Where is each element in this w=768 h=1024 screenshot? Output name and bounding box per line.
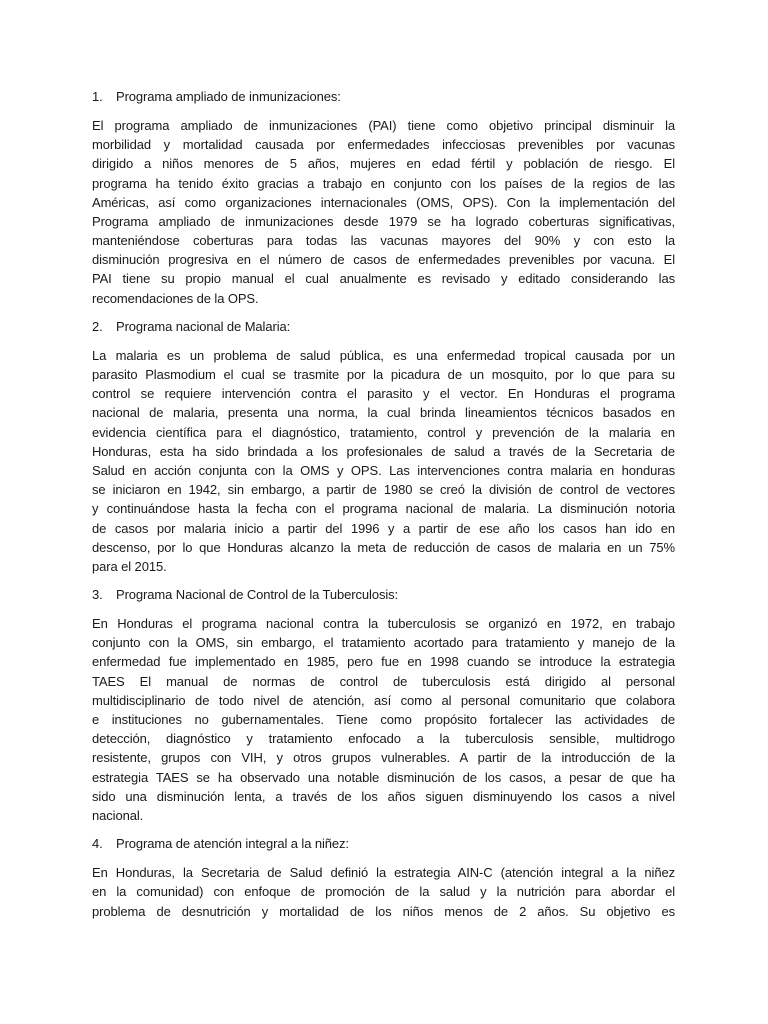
paragraph-line: sido una disminución lenta, a través de los años siguen disminuyendo los casos a nivel: [92, 788, 675, 804]
paragraph-line: Salud en acción conjunta con la OMS y OPS. Las intervenciones contra malaria en honduras: [92, 462, 675, 478]
paragraph-line: manteniéndose coberturas para todas las vacunas mayores del 90% y con esto la: [92, 233, 675, 249]
section-title: Programa Nacional de Control de la Tuberculosis:: [116, 587, 399, 603]
paragraph-line: e instituciones no gubernamentales. Tiene como propósito fortalecer las actividades de: [92, 712, 675, 728]
section: [92, 317, 675, 576]
document-page: [92, 87, 675, 930]
paragraph-line: TAES El manual de normas de control de tuberculosis está dirigido al personal: [92, 673, 675, 689]
section: [92, 87, 675, 308]
paragraph-line: descenso, por lo que Honduras alcanzo la meta de reducción de casos de malaria en un 75%: [92, 539, 675, 555]
section-title: Programa ampliado de inmunizaciones:: [116, 89, 341, 104]
paragraph-line: La malaria es un problema de salud pública, es una enfermedad tropical causada por un: [92, 347, 675, 363]
section-heading: [92, 585, 675, 604]
paragraph-line: evidencia científica para el diagnóstico, tratamiento, control y prevención de la malaria en: [92, 424, 675, 440]
paragraph-line: disminución progresiva en el número de casos de enfermedades prevenibles por vacuna. El: [92, 252, 675, 268]
paragraph-line: Programa ampliado de inmunizaciones desde 1979 se ha logrado coberturas significativas,: [92, 213, 675, 229]
paragraph-line: PAI tiene su propio manual el cual anualmente es revisado y editado considerando las: [92, 271, 675, 287]
paragraph-line: Honduras, esta ha sido brindada a los profesionales de salud a través de la Secretaria de: [92, 443, 675, 459]
section-heading: [92, 87, 675, 106]
paragraph-line: dirigido a niños menores de 5 años, mujeres en edad fértil y población de riesgo. El: [92, 156, 675, 172]
paragraph-line: problema de desnutrición y mortalidad de los niños menos de 2 años. Su objetivo es: [92, 903, 675, 919]
paragraph-line: parasito Plasmodium el cual se trasmite por la picadura de un mosquito, por lo que para su: [92, 367, 675, 383]
paragraph-line: en la comunidad) con enfoque de promoción de la salud y la nutrición para abordar el: [92, 884, 675, 900]
paragraph-line: de casos por malaria inicio a partir del 1996 y a partir de ese año los casos han ido en: [92, 520, 675, 536]
section: [92, 585, 675, 825]
section-paragraph: [92, 863, 675, 921]
section-paragraph: [92, 614, 675, 825]
paragraph-line: nacional.: [92, 807, 144, 823]
section-title: Programa nacional de Malaria:: [116, 318, 291, 334]
section-title: Programa de atención integral a la niñez:: [116, 836, 349, 852]
paragraph-line: y continuándose hasta la fecha con el programa nacional de malaria. La disminución notoria: [92, 501, 675, 517]
section-heading: [92, 834, 675, 853]
paragraph-line: programa ha tenido éxito gracias a trabajo en conjunto con los países de la regios de las: [92, 175, 675, 191]
section: [92, 834, 675, 921]
paragraph-line: Américas, así como organizaciones internacionales (OMS, OPS). Con la implementación del: [92, 194, 675, 210]
section-paragraph: [92, 346, 675, 576]
paragraph-line: conjunto con la OMS, sin embargo, el tratamiento acortado para tratamiento y manejo de la: [92, 635, 675, 651]
paragraph-line: El programa ampliado de inmunizaciones (PAI) tiene como objetivo principal disminuir la: [92, 117, 675, 133]
section-number: 2.: [92, 318, 103, 334]
section-heading: [92, 317, 675, 336]
paragraph-line: control se requiere intervención contra el parasito y el vector. En Honduras el programa: [92, 386, 675, 402]
paragraph-line: En Honduras, la Secretaria de Salud definió la estrategia AIN-C (atención integral a la niñez: [92, 865, 675, 881]
paragraph-line: enfermedad fue implementado en 1985, pero fue en 1998 cuando se introduce la estrategia: [92, 654, 675, 670]
paragraph-line: nacional de malaria, presenta una norma, la cual brinda lineamientos técnicos basados en: [92, 405, 675, 421]
paragraph-line: se iniciaron en 1942, sin embargo, a partir de 1980 se creó la división de control de vectores: [92, 482, 675, 498]
paragraph-line: En Honduras el programa nacional contra la tuberculosis se organizó en 1972, en trabajo: [92, 616, 675, 632]
section-number: 4.: [92, 836, 103, 852]
paragraph-line: morbilidad y mortalidad causada por enfermedades infecciosas prevenibles por vacunas: [92, 137, 675, 153]
section-number: 3.: [92, 587, 103, 603]
paragraph-line: estrategia TAES se ha observado una notable disminución de los casos, a pesar de que ha: [92, 769, 675, 785]
section-paragraph: [92, 116, 675, 308]
paragraph-line: detección, diagnóstico y tratamiento enfocado a la tuberculosis sensible, multidrogo: [92, 731, 675, 747]
paragraph-line: multidisciplinario de todo nivel de atención, así como al personal comunitario que colabora: [92, 692, 675, 708]
paragraph-line: recomendaciones de la OPS.: [92, 290, 259, 306]
paragraph-line: resistente, grupos con VIH, y otros grupos vulnerables. A partir de la introducción de la: [92, 750, 675, 766]
section-number: 1.: [92, 89, 103, 104]
paragraph-line: para el 2015.: [92, 558, 167, 574]
